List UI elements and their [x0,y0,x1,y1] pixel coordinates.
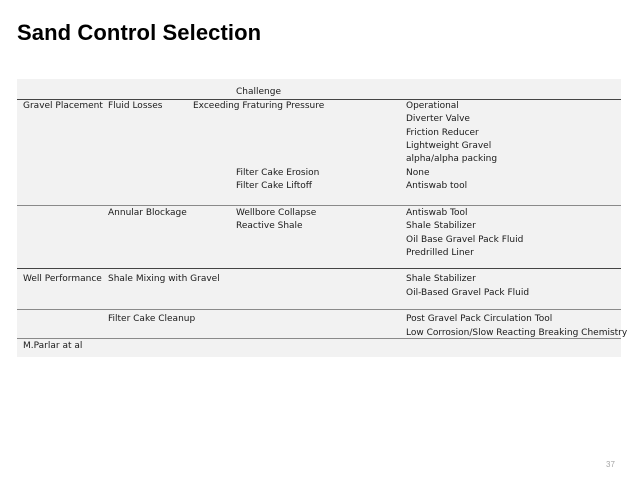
cause-reactive-shale: Reactive Shale [236,221,303,231]
solution-oil-base-gravel-pack-fluid: Oil Base Gravel Pack Fluid [406,235,524,245]
problem-filter-cake-cleanup: Filter Cake Cleanup [108,314,196,324]
solution-alpha-packing: alpha/alpha packing [406,154,498,164]
solution-low-corrosion-breaking-chemistry: Low Corrosion/Slow Reacting Breaking Chemistry [406,328,628,338]
solution-shale-stabilizer-2: Shale Stabilizer [406,274,476,284]
cause-filter-cake-liftoff: Filter Cake Liftoff [236,181,312,191]
cause-filter-cake-erosion: Filter Cake Erosion [236,168,320,178]
row-divider [17,268,621,269]
solution-shale-stabilizer: Shale Stabilizer [406,221,476,231]
source-citation: M.Parlar at al [23,341,83,351]
solution-predrilled-liner: Predrilled Liner [406,248,474,258]
solution-friction-reducer: Friction Reducer [406,128,479,138]
cause-wellbore-collapse: Wellbore Collapse [236,208,317,218]
problem-fluid-losses: Fluid Losses [108,101,163,111]
problem-shale-mixing-with-gravel: Shale Mixing with Gravel [108,274,220,284]
solution-operational: Operational [406,101,459,111]
challenge-table [17,79,628,357]
solution-none: None [406,168,430,178]
slide-title: Sand Control Selection [17,20,262,45]
solution-oil-based-gravel-pack-fluid: Oil-Based Gravel Pack Fluid [406,288,530,298]
solution-lightweight-gravel: Lightweight Gravel [406,141,492,151]
cause-exceeding-fracturing-pressure: Exceeding Fraturing Pressure [193,101,325,111]
page-number: 37 [606,460,615,469]
row-divider [17,309,621,310]
table-header-challenge: Challenge [236,87,281,97]
solution-post-gravel-pack-circulation-tool: Post Gravel Pack Circulation Tool [406,314,553,324]
category-well-performance: Well Performance [23,274,102,284]
solution-antiswab-tool: Antiswab tool [406,181,468,191]
problem-annular-blockage: Annular Blockage [108,208,187,218]
category-gravel-placement: Gravel Placement [23,101,103,111]
solution-antiswab-tool-2: Antiswab Tool [406,208,468,218]
row-divider [17,338,621,339]
solution-diverter-valve: Diverter Valve [406,114,470,124]
row-divider [17,205,621,206]
